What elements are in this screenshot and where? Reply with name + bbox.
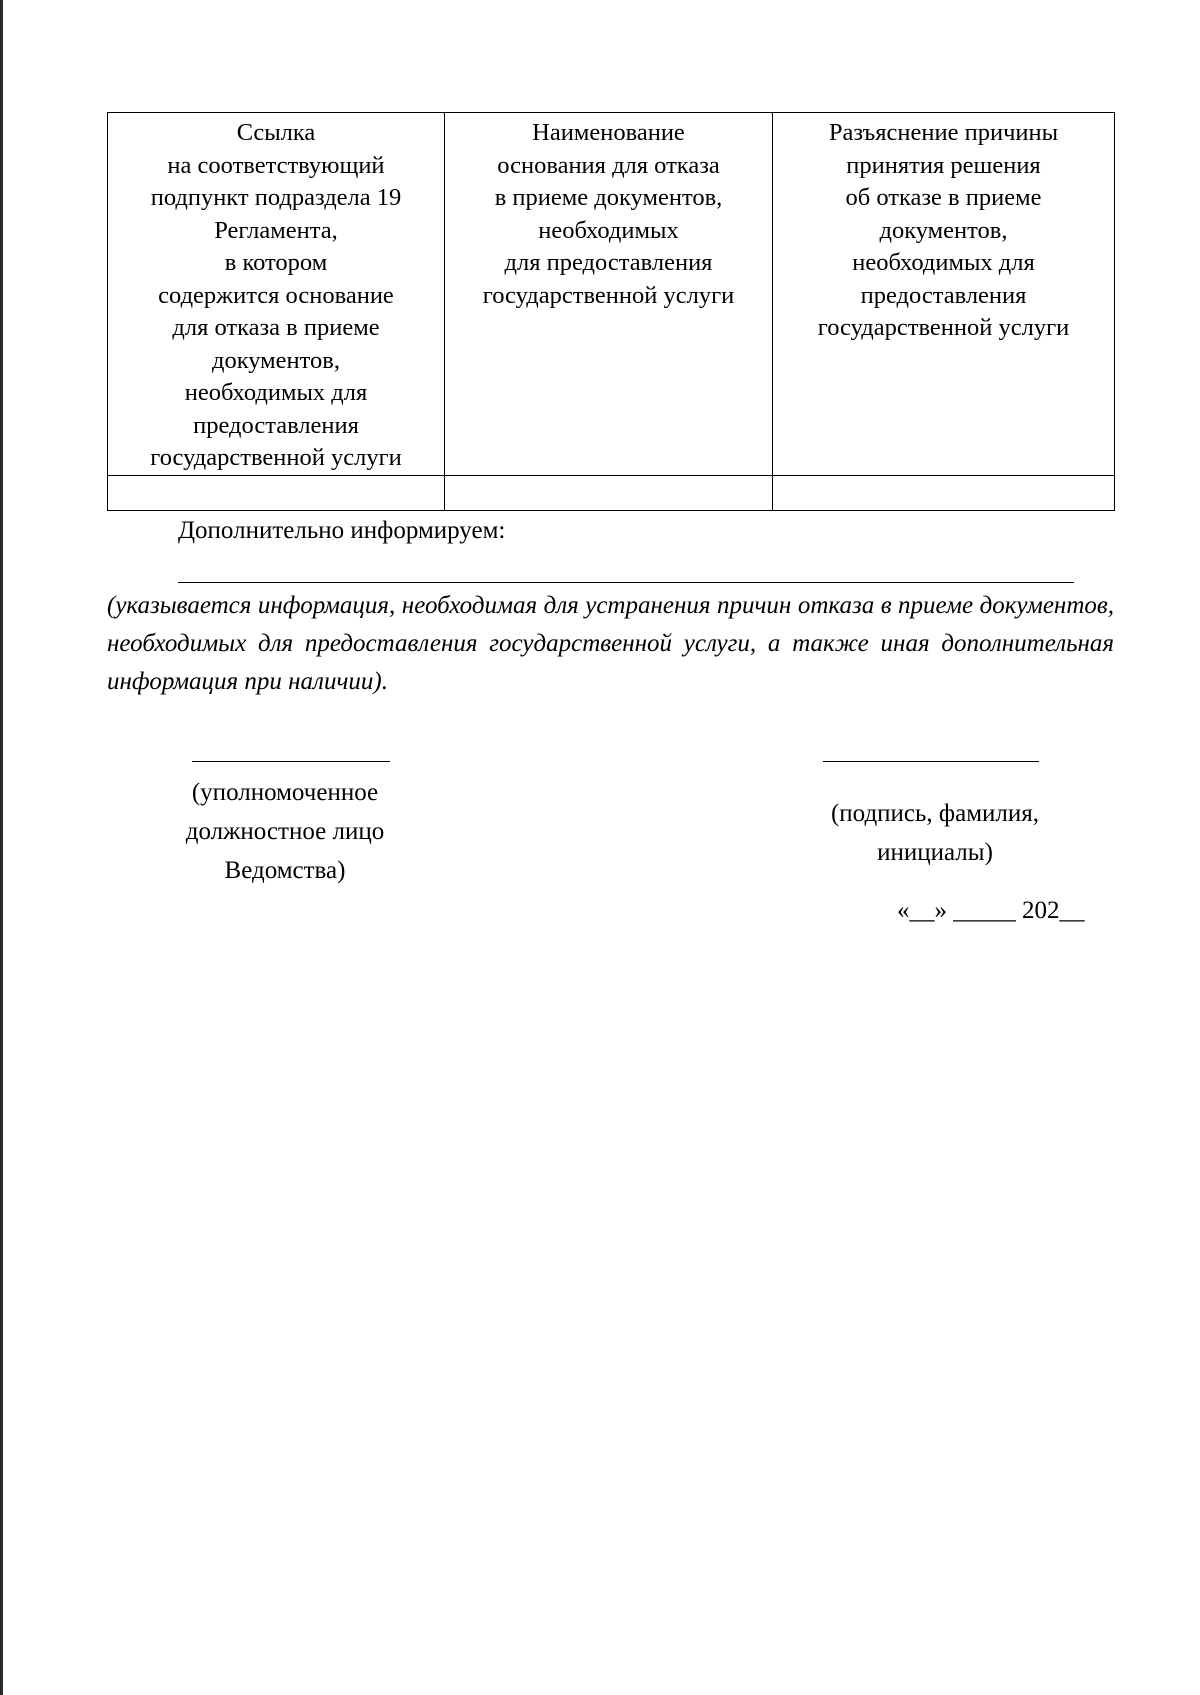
official-caption: (уполномоченное должностное лицо Ведомства) <box>185 779 385 884</box>
additional-info-label: Дополнительно информируем: <box>178 517 506 544</box>
header-refusal-explanation: Разъяснение причины принятия решения об отказе в приеме документов, необходимых для предоставления государственной услуги <box>773 113 1115 476</box>
table-cell-ground-name[interactable] <box>445 475 773 510</box>
signature-name-line[interactable] <box>823 761 1039 762</box>
additional-info-note: (указывается информация, необходимая для устранения причин отказа в приеме документов, необходимых для предоставления государственной услуги, а также иная дополнительная информация при наличии). <box>107 592 1114 695</box>
table-row <box>108 475 1115 510</box>
signature-caption: (подпись, фамилия, инициалы) <box>830 800 1040 866</box>
header-refusal-ground-name: Наименование основания для отказа в приеме документов, необходимых для предоставления государственной услуги <box>445 113 773 476</box>
signature-date: «__» _____ 202__ <box>897 897 1085 924</box>
additional-info-fill-line[interactable] <box>178 582 1074 583</box>
table-cell-reference[interactable] <box>108 475 445 510</box>
refusal-reasons-table <box>107 112 1115 511</box>
official-signature-line[interactable] <box>192 761 390 762</box>
table-header-row <box>108 113 1115 476</box>
header-reference-subparagraph: Ссылка на соответствующий подпункт подраздела 19 Регламента, в котором содержится основание для отказа в приеме документов, необходимых для предоставления государственной услуги <box>108 113 445 476</box>
page-edge <box>0 0 3 1695</box>
table-cell-explanation[interactable] <box>773 475 1115 510</box>
